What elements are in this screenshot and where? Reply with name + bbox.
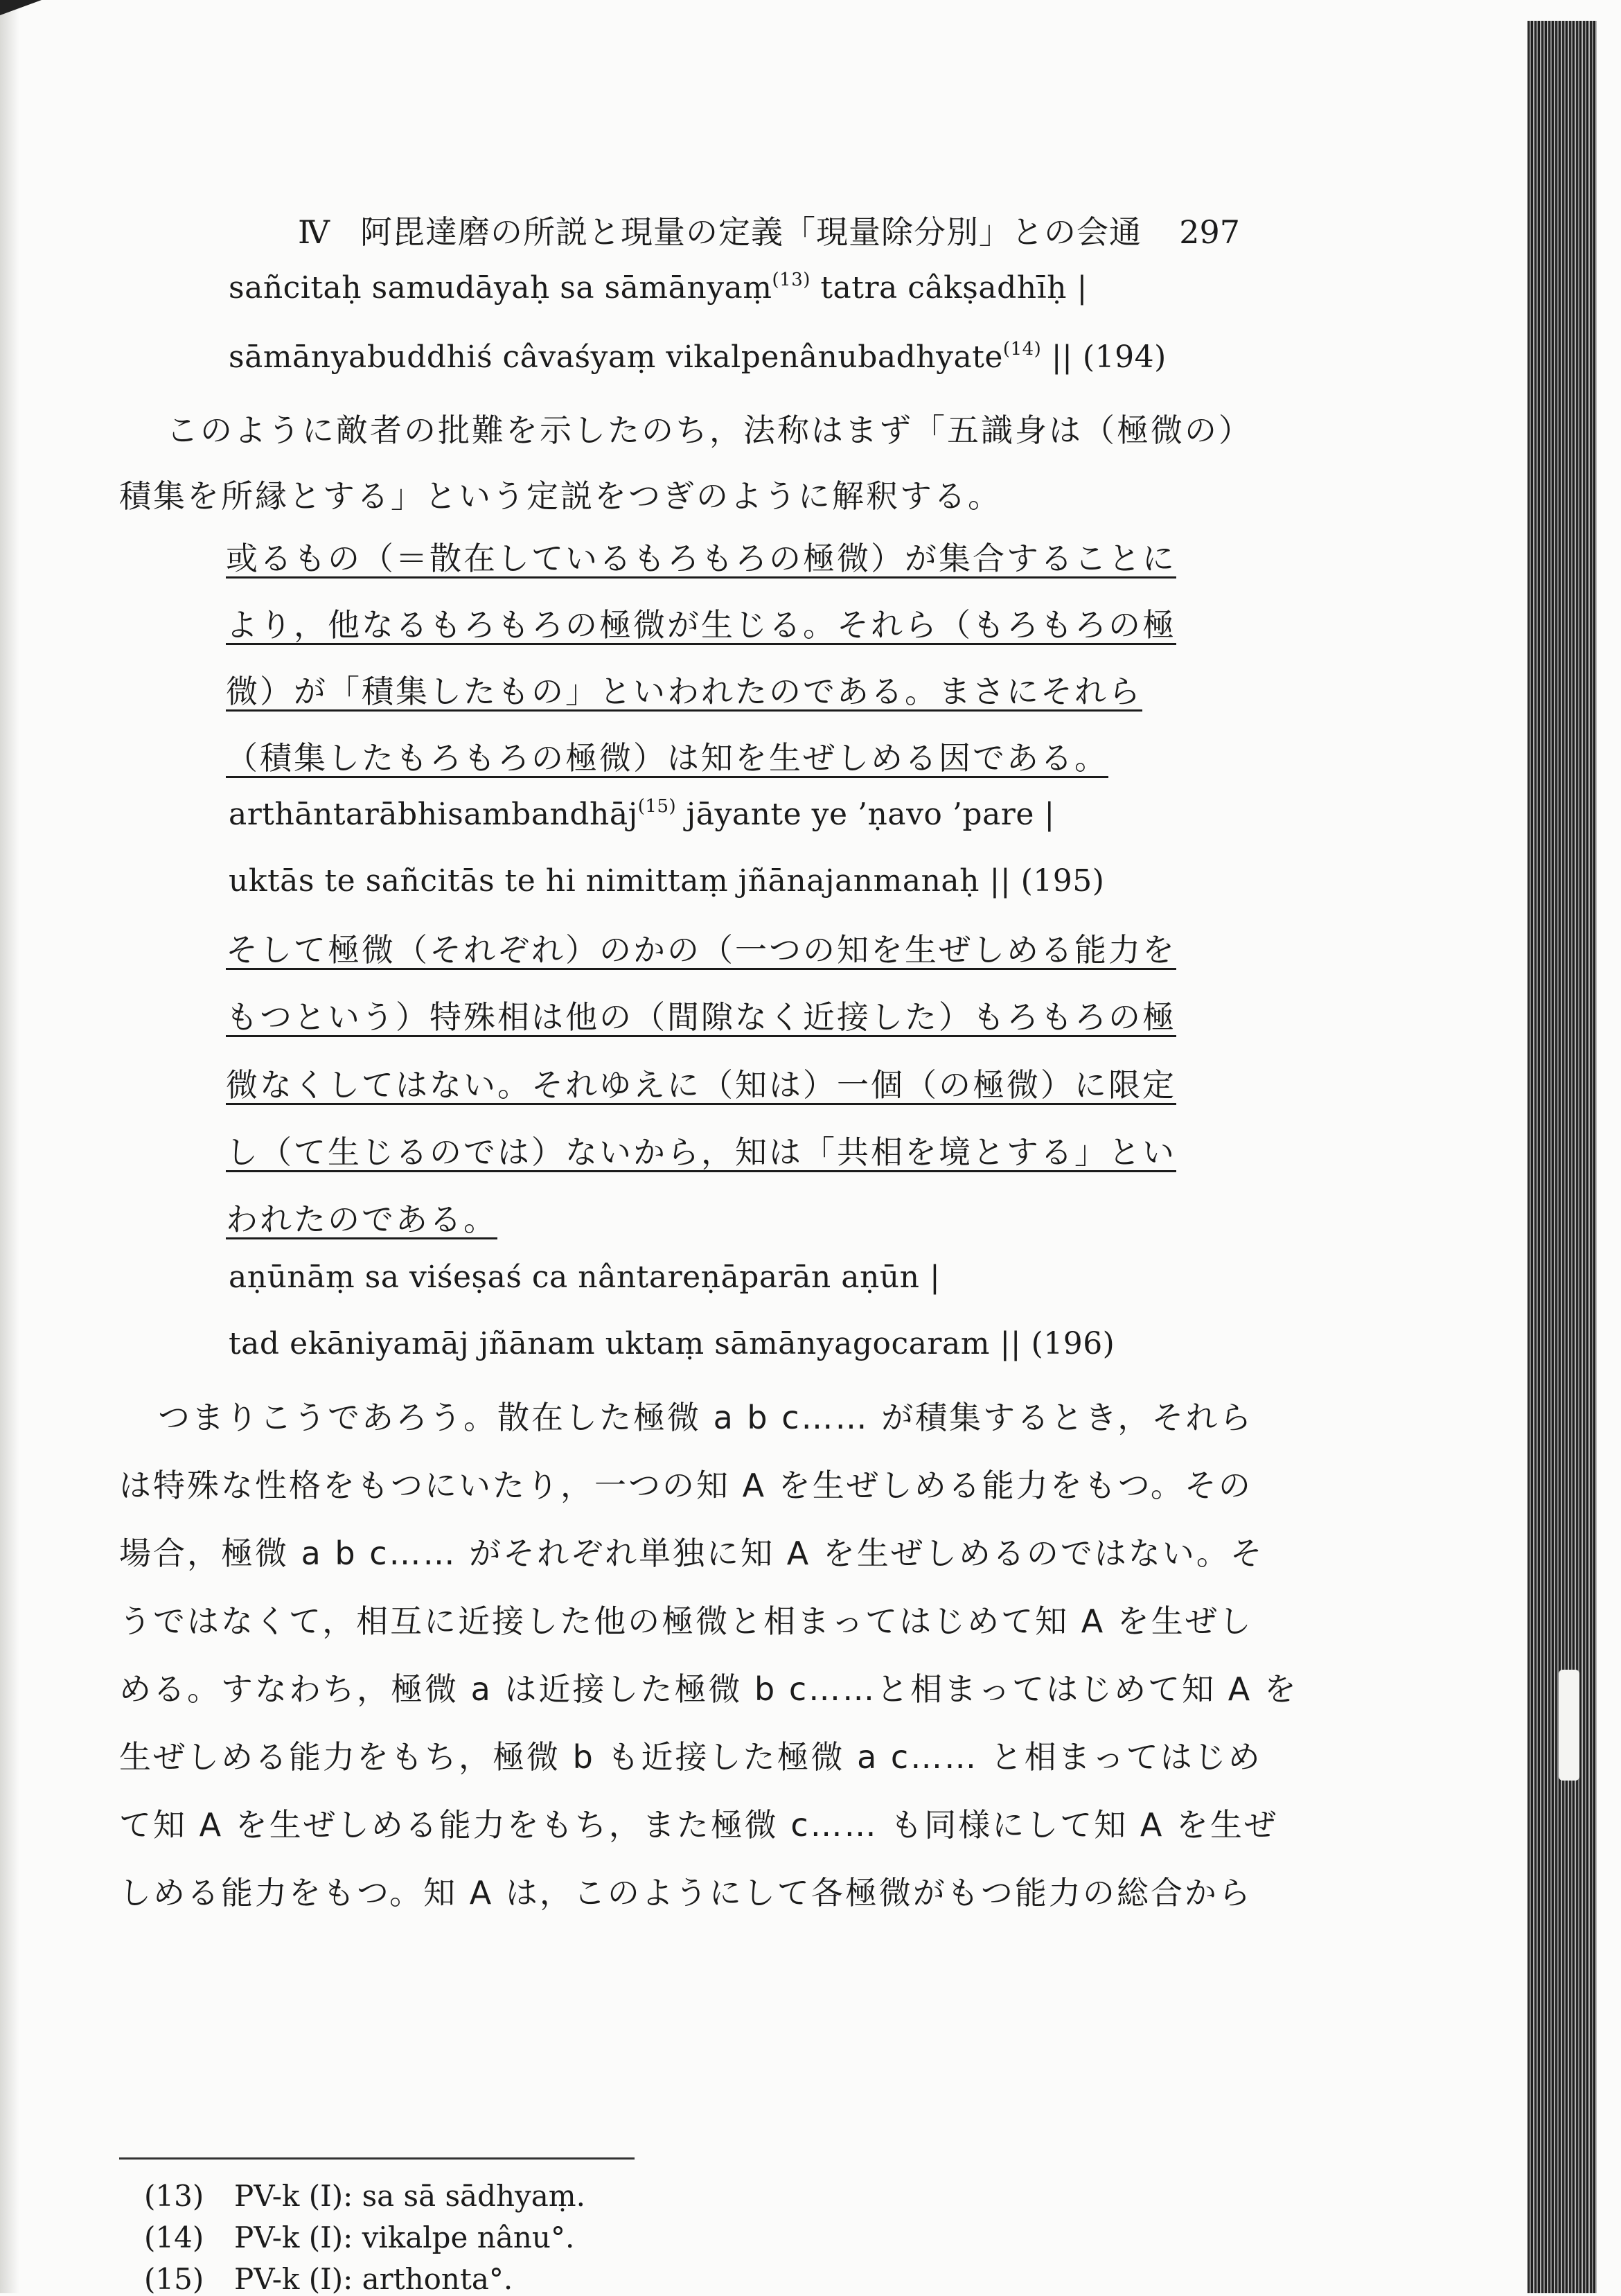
verse-196-line-1: aṇūnāṃ sa viśeṣaś ca nântareṇāparān aṇūn |	[229, 1260, 941, 1295]
quote-1-line-1: 或るもの（＝散在しているもろもろの極微）が集合することに	[226, 540, 1176, 577]
note-ref-15: (15)	[637, 796, 677, 817]
paragraph-2-line-3: 場合，極微 a b c…… がそれぞれ単独に知 A を生ぜしめるのではない。そ	[119, 1535, 1264, 1572]
quote-2-line-2: もつという）特殊相は他の（間隙なく近接した）もろもろの極	[226, 998, 1176, 1036]
verse-194-line-1: sañcitaḥ samudāyaḥ sa sāmānyaṃ$^{(13)}$ tatra câkṣadhīḥ |	[229, 270, 1088, 306]
note-ref-14: (14)	[1002, 339, 1042, 360]
corner-mark	[0, 0, 42, 15]
spine-highlight	[1559, 1670, 1579, 1781]
quote-1-line-4: （積集したもろもろの極微）は知を生ぜしめる因である。	[226, 739, 1108, 777]
paragraph-2-line-4: うではなくて，相互に近接した他の極微と相まってはじめて知 A を生ぜし	[119, 1602, 1253, 1640]
footnote-13: (13) PV-k (I): sa sā sādhyaṃ.	[144, 2179, 585, 2213]
paragraph-2-line-7: て知 A を生ぜしめる能力をもち，また極微 c…… も同様にして知 A を生ぜ	[119, 1806, 1278, 1844]
note-ref-13: (13)	[772, 270, 810, 290]
quote-2-line-5: われたのである。	[226, 1201, 497, 1238]
verse-195-line-1: arthāntarābhisambandhāj$^{(15)}$ jāyante ye ’ṇavo ’pare |	[229, 796, 1055, 832]
chapter-number: Ⅳ	[298, 213, 330, 251]
paragraph-1-line-1: このように敵者の批難を示したのち，法称はまず「五識身は（極微の）	[166, 412, 1252, 449]
quote-1-line-2: より，他なるもろもろの極微が生じる。それら（もろもろの極	[226, 606, 1176, 644]
quote-2-line-3: 微なくしてはない。それゆえに（知は）一個（の極微）に限定	[226, 1066, 1176, 1104]
running-head	[298, 208, 1240, 256]
footnote-rule	[119, 2157, 635, 2160]
quote-1-line-3: 微）が「積集したもの」といわれたのである。まさにそれら	[226, 673, 1142, 710]
verse-196-line-2: tad ekāniyamāj jñānam uktaṃ sāmānyagocaram || (196)	[229, 1326, 1115, 1361]
quote-2-line-1: そして極微（それぞれ）のかの（一つの知を生ぜしめる能力を	[226, 931, 1176, 969]
paragraph-2-line-2: は特殊な性格をもつにいたり，一つの知 A を生ぜしめる能力をもつ。その	[119, 1467, 1252, 1504]
verse-194-line-2: sāmānyabuddhiś câvaśyaṃ vikalpenânubadhyate$^{(14)}$ || (194)	[229, 339, 1167, 375]
paragraph-1-line-2: 積集を所縁とする」という定説をつぎのように解釈する。	[119, 477, 1002, 515]
footnote-14: (14) PV-k (I): vikalpe nânu°.	[144, 2220, 575, 2254]
paragraph-2-line-6: 生ぜしめる能力をもち，極微 b も近接した極微 a c…… と相まってはじめ	[119, 1738, 1262, 1776]
book-spine-shadow	[1527, 21, 1597, 2293]
quote-2-line-4: し（て生じるのでは）ないから，知は「共相を境とする」とい	[226, 1133, 1176, 1171]
paragraph-2-line-8: しめる能力をもつ。知 A は，このようにして各極微がもつ能力の総合から	[119, 1874, 1252, 1911]
running-head-title: 阿毘達磨の所説と現量の定義「現量除分別」との会通	[360, 213, 1142, 251]
scan-shadow	[0, 0, 19, 2293]
verse-195-line-2: uktās te sañcitās te hi nimittaṃ jñānajanmanaḥ || (195)	[229, 863, 1105, 899]
paragraph-2-line-5: める。すなわち，極微 a は近接した極微 b c……と相まってはじめて知 A を	[119, 1670, 1298, 1708]
page-number: 297	[1179, 213, 1240, 251]
footnote-15: (15) PV-k (I): arthonta°.	[144, 2262, 513, 2296]
paragraph-2-line-1: つまりこうであろう。散在した極微 a b c…… が積集するとき，それら	[158, 1399, 1254, 1436]
